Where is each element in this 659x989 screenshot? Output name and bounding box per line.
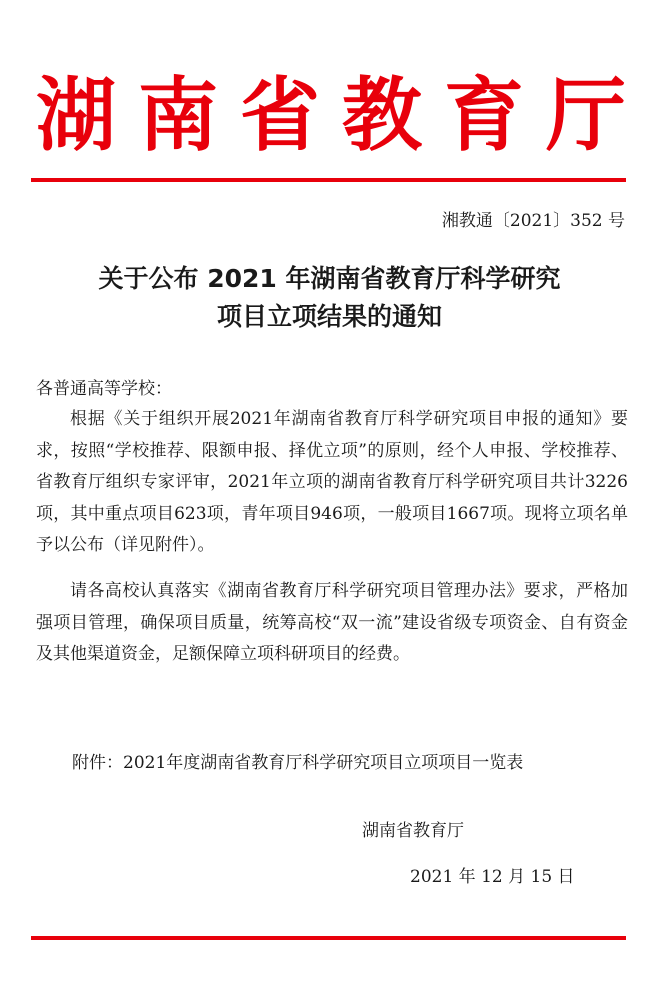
masthead-char: 省 bbox=[240, 69, 320, 162]
masthead-char: 教 bbox=[342, 69, 422, 162]
issue-date: 2021 年 12 月 15 日 bbox=[410, 867, 575, 887]
document-number: 湘教通〔2021〕352 号 bbox=[441, 211, 625, 231]
masthead-char: 南 bbox=[138, 69, 218, 162]
masthead-char: 湖 bbox=[36, 69, 116, 162]
title-line-1: 关于公布 2021 年湖南省教育厅科学研究 bbox=[98, 264, 561, 293]
body-paragraph-2: 请各高校认真落实《湖南省教育厅科学研究项目管理办法》要求，严格加强项目管理，确保项目质量，统筹高校“双一流”建设省级专项资金、自有资金及其他渠道资金，足额保障立项科研项目的经费。 bbox=[36, 581, 628, 664]
title-line-2: 项目立项结果的通知 bbox=[216, 302, 442, 331]
attachment-note: 附件：2021年度湖南省教育厅科学研究项目立项项目一览表 bbox=[72, 753, 524, 773]
salutation: 各普通高等学校： bbox=[36, 379, 172, 399]
body-paragraph-1: 根据《关于组织开展2021年湖南省教育厅科学研究项目申报的通知》要求，按照“学校推荐、限额申报、择优立项”的原则，经个人申报、学校推荐、省教育厅组织专家评审，2021年立项的湖南省教育厅科学研究项目共计3226项，其中重点项目623项，青年项目946项，一般项目1667项。现将立项名单予以公布（详见附件）。 bbox=[36, 409, 628, 555]
masthead-char: 厅 bbox=[546, 69, 626, 162]
red-divider-bottom bbox=[31, 936, 626, 940]
letterhead-masthead bbox=[36, 66, 626, 166]
masthead-char: 育 bbox=[444, 69, 524, 162]
red-divider-top bbox=[31, 178, 626, 182]
issuing-authority: 湖南省教育厅 bbox=[362, 821, 464, 841]
document-title bbox=[0, 260, 659, 336]
